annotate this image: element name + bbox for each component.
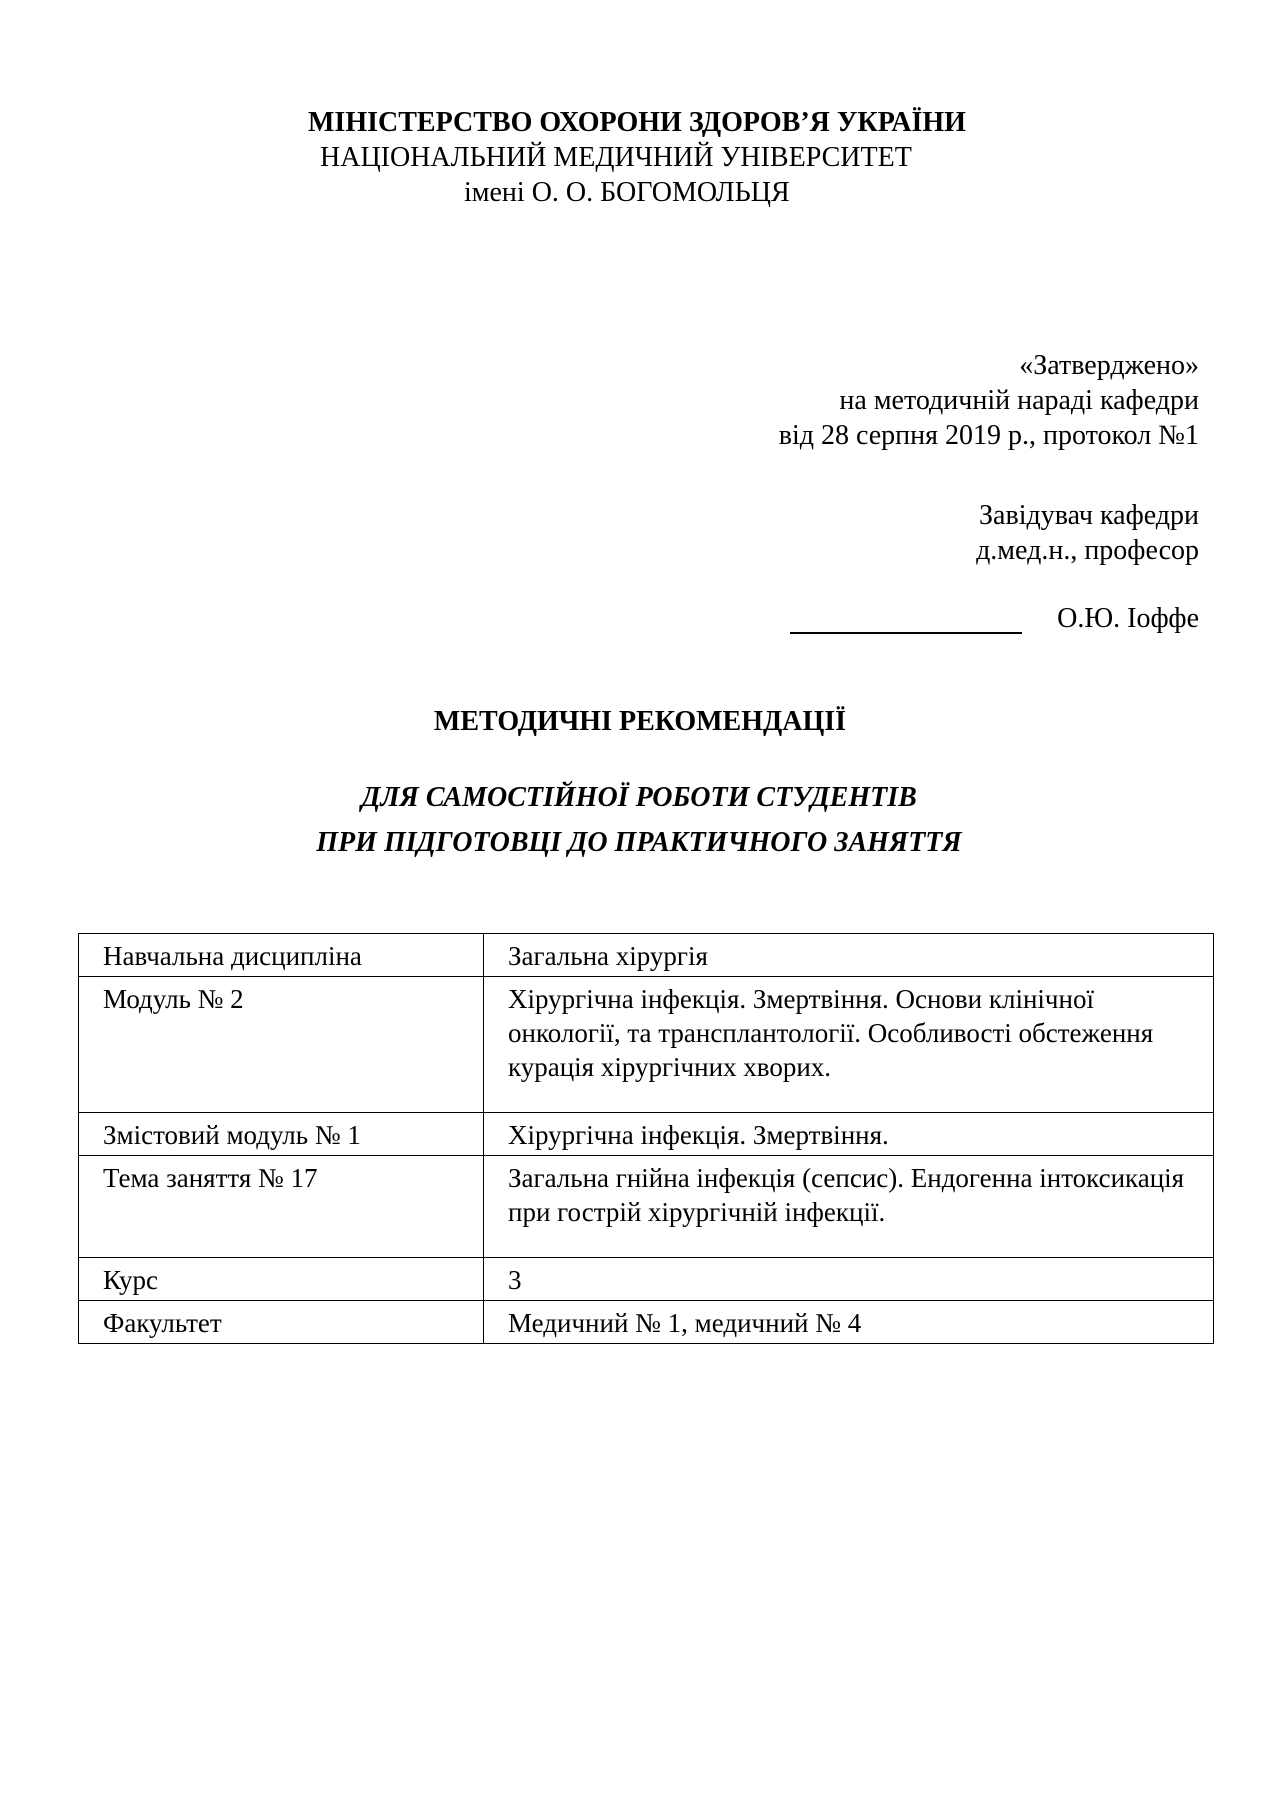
row-label: Модуль № 2	[79, 977, 484, 1113]
row-label: Факультет	[79, 1301, 484, 1344]
head-of-department-block	[976, 498, 1199, 568]
subtitle-line-2: ПРИ ПІДГОТОВЦІ ДО ПРАКТИЧНОГО ЗАНЯТТЯ	[316, 827, 962, 858]
table-row	[79, 1156, 1214, 1258]
approval-stamp: «Затверджено»	[1019, 350, 1199, 381]
signature-row	[790, 602, 1199, 636]
ministry-name: МІНІСТЕРСТВО ОХОРОНИ ЗДОРОВ’Я УКРАЇНИ	[308, 107, 966, 138]
approval-meeting: на методичній нараді кафедри	[839, 385, 1199, 416]
row-label: Змістовий модуль № 1	[79, 1113, 484, 1156]
document-title: МЕТОДИЧНІ РЕКОМЕНДАЦІЇ	[433, 706, 847, 737]
signature-line	[790, 632, 1022, 634]
document-subtitle	[0, 775, 1280, 865]
row-label: Навчальна дисципліна	[79, 934, 484, 977]
row-label: Курс	[79, 1258, 484, 1301]
table-row	[79, 977, 1214, 1113]
approval-protocol: від 28 серпня 2019 р., протокол №1	[778, 420, 1199, 451]
subtitle-line-1: ДЛЯ САМОСТІЙНОЇ РОБОТИ СТУДЕНТІВ	[361, 782, 917, 813]
head-degree: д.мед.н., професор	[976, 535, 1199, 566]
row-value: Медичний № 1, медичний № 4	[484, 1301, 1214, 1344]
course-info-table	[78, 933, 1214, 1344]
table-row	[79, 1301, 1214, 1344]
row-value: 3	[484, 1258, 1214, 1301]
row-value: Хірургічна інфекція. Змертвіння. Основи клінічної онкології, та трансплантології. Особливості обстеження курація хірургічних хворих.	[484, 977, 1214, 1113]
row-value: Хірургічна інфекція. Змертвіння.	[484, 1113, 1214, 1156]
approval-block	[779, 348, 1199, 453]
signer-name: О.Ю. Іоффе	[1057, 603, 1199, 634]
row-label: Тема заняття № 17	[79, 1156, 484, 1258]
row-value: Загальна хірургія	[484, 934, 1214, 977]
table-row	[79, 1258, 1214, 1301]
table-row	[79, 934, 1214, 977]
table-row	[79, 1113, 1214, 1156]
university-name: НАЦІОНАЛЬНИЙ МЕДИЧНИЙ УНІВЕРСИТЕТ	[320, 142, 912, 173]
university-namesake: імені О. О. БОГОМОЛЬЦЯ	[464, 177, 790, 208]
head-position: Завідувач кафедри	[979, 500, 1199, 531]
row-value: Загальна гнійна інфекція (сепсис). Ендогенна інтоксикація при гострій хірургічній інфекції.	[484, 1156, 1214, 1258]
